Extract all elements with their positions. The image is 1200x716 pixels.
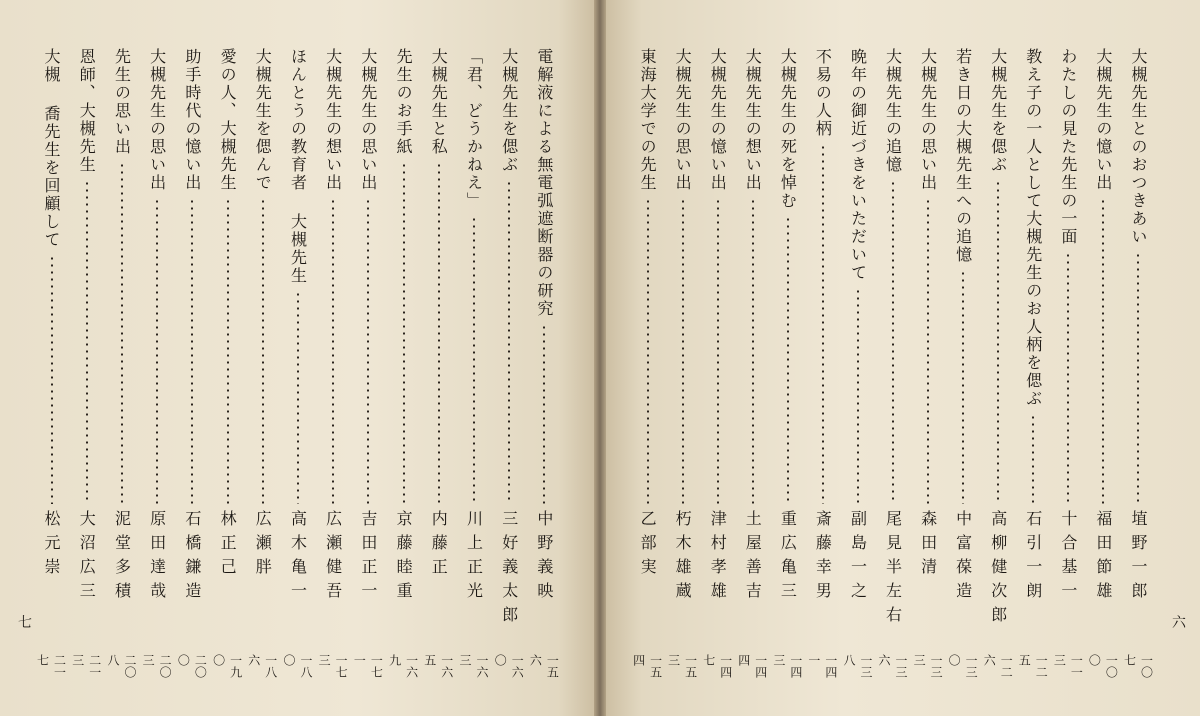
entry-author: 石橋鎌造	[182, 510, 202, 606]
dot-leader	[332, 198, 334, 504]
entry-page-number: 一一三	[1052, 654, 1084, 678]
dot-leader	[647, 198, 649, 504]
entry-author: 松元崇	[42, 510, 62, 582]
dot-leader	[822, 144, 824, 504]
entry-author: 十合基一	[1058, 510, 1078, 606]
entry-page-number: 二一三	[70, 654, 102, 678]
entry-page-number: 一四七	[701, 654, 733, 678]
entry-author: 尾見半左右	[883, 510, 903, 630]
entry-author: 斎藤幸男	[813, 510, 833, 606]
entry-page-number: 一七三	[317, 654, 349, 678]
toc-entry	[1016, 48, 1051, 688]
entry-title: 不易の人柄	[813, 48, 833, 138]
entry-author: 津村孝雄	[708, 510, 728, 606]
entry-page-number: 一〇〇	[1087, 654, 1119, 678]
entry-title: 電解液による無電弧遮断器の研究	[534, 48, 554, 318]
entry-title: 大槻先生の憶い出	[708, 48, 728, 192]
entry-author: 朽木雄蔵	[673, 510, 693, 606]
entry-title: 大槻先生とのおつきあい	[1128, 48, 1148, 246]
dot-leader	[473, 216, 475, 504]
entry-title: 大槻先生の思い出	[358, 48, 378, 192]
toc-entry	[876, 48, 911, 688]
entry-title: 「君、どうかねえ」	[464, 48, 484, 210]
entry-page-number: 一六〇	[493, 654, 525, 678]
dot-leader	[297, 291, 299, 504]
right-page	[606, 0, 1200, 716]
dot-leader	[121, 162, 123, 504]
entry-title: 大槻先生の想い出	[743, 48, 763, 192]
toc-entry	[351, 48, 386, 688]
entry-author: 吉田正一	[358, 510, 378, 606]
dot-leader	[682, 198, 684, 504]
entry-title: 先生の思い出	[112, 48, 132, 156]
left-toc-columns	[34, 48, 562, 688]
right-page-number: 六	[1172, 615, 1186, 631]
toc-entry	[665, 48, 700, 688]
entry-title: 大槻先生の死を悼む	[778, 48, 798, 210]
right-toc-columns	[630, 48, 1156, 688]
entry-title: 大槻先生の憶い出	[1093, 48, 1113, 192]
dot-leader	[962, 270, 964, 504]
left-page	[0, 0, 594, 716]
dot-leader	[191, 198, 193, 504]
dot-leader	[717, 198, 719, 504]
toc-entry	[911, 48, 946, 688]
dot-leader	[227, 198, 229, 504]
entry-title: 若き日の大槻先生への追憶	[953, 48, 973, 264]
toc-entry	[280, 48, 315, 688]
entry-author: 石引一朗	[1023, 510, 1043, 606]
entry-page-number: 一三六	[877, 654, 909, 678]
toc-entry	[34, 48, 69, 688]
entry-title: 大槻先生の思い出	[673, 48, 693, 192]
entry-page-number: 一三三	[912, 654, 944, 678]
entry-author: 中野義映	[534, 510, 554, 606]
dot-leader	[543, 324, 545, 504]
entry-author: 三好義太郎	[499, 510, 519, 630]
entry-page-number: 二〇八	[105, 654, 137, 678]
entry-author: 川上正光	[464, 510, 484, 606]
entry-title: 先生のお手紙	[394, 48, 414, 156]
entry-title: 大槻先生を偲ぶ	[499, 48, 519, 174]
dot-leader	[997, 180, 999, 504]
toc-entry	[735, 48, 770, 688]
toc-entry	[770, 48, 805, 688]
entry-author: 副島一之	[848, 510, 868, 606]
dot-leader	[367, 198, 369, 504]
toc-entry	[104, 48, 139, 688]
toc-entry	[630, 48, 665, 688]
entry-page-number: 一三〇	[947, 654, 979, 678]
entry-title: 教え子の一人として大槻先生のお人柄を偲ぶ	[1023, 48, 1043, 408]
entry-author: 高木亀一	[288, 510, 308, 606]
entry-author: 広瀬胖	[253, 510, 273, 582]
entry-page-number: 一五六	[528, 654, 560, 678]
entry-page-number: 二〇〇	[176, 654, 208, 678]
entry-page-number: 一二六	[982, 654, 1014, 678]
dot-leader	[857, 288, 859, 504]
toc-entry	[700, 48, 735, 688]
entry-author: 原田達哉	[147, 510, 167, 606]
entry-page-number: 二〇三	[141, 654, 173, 678]
entry-title: 助手時代の憶い出	[182, 48, 202, 192]
entry-title: 愛の人、大槻先生	[218, 48, 238, 192]
entry-title: 東海大学での先生	[638, 48, 658, 192]
entry-author: 乙部実	[638, 510, 658, 582]
dot-leader	[1032, 414, 1034, 504]
dot-leader	[86, 180, 88, 504]
toc-entry	[1121, 48, 1156, 688]
left-page-number: 七	[18, 615, 32, 631]
entry-author: 福田節雄	[1093, 510, 1113, 606]
dot-leader	[927, 198, 929, 504]
entry-page-number: 一二五	[1017, 654, 1049, 678]
toc-entry	[492, 48, 527, 688]
entry-page-number: 一四三	[771, 654, 803, 678]
entry-page-number: 一四一	[806, 654, 838, 678]
toc-entry	[805, 48, 840, 688]
entry-page-number: 一三八	[841, 654, 873, 678]
entry-author: 京藤睦重	[394, 510, 414, 606]
entry-page-number: 一〇七	[1122, 654, 1154, 678]
entry-page-number: 一六九	[387, 654, 419, 678]
entry-title: 晩年の御近づきをいただいて	[848, 48, 868, 282]
entry-title: 大槻先生の思い出	[147, 48, 167, 192]
dot-leader	[752, 198, 754, 504]
entry-page-number: 一八〇	[281, 654, 313, 678]
entry-author: 土屋善吉	[743, 510, 763, 606]
dot-leader	[262, 198, 264, 504]
entry-page-number: 二一七	[35, 654, 67, 678]
entry-author: 泥堂多積	[112, 510, 132, 606]
dot-leader	[787, 216, 789, 504]
dot-leader	[508, 180, 510, 504]
entry-title: 大槻先生の想い出	[323, 48, 343, 192]
entry-title: 大槻先生を偲んで	[253, 48, 273, 192]
toc-entry	[210, 48, 245, 688]
toc-entry	[946, 48, 981, 688]
dot-leader	[403, 162, 405, 504]
entry-title: わたしの見た先生の一面	[1058, 48, 1078, 246]
dot-leader	[1102, 198, 1104, 504]
toc-entry	[316, 48, 351, 688]
entry-title: ほんとうの教育者 大槻先生	[288, 48, 308, 285]
toc-entry	[245, 48, 280, 688]
dot-leader	[51, 255, 53, 504]
entry-author: 埴野一郎	[1128, 510, 1148, 606]
toc-entry	[1086, 48, 1121, 688]
toc-entry	[840, 48, 875, 688]
entry-page-number: 一八六	[246, 654, 278, 678]
entry-title: 大槻先生の追憶	[883, 48, 903, 174]
toc-entry	[1051, 48, 1086, 688]
toc-entry	[527, 48, 562, 688]
entry-author: 高柳健次郎	[988, 510, 1008, 630]
toc-entry	[456, 48, 491, 688]
toc-entry	[69, 48, 104, 688]
entry-title: 大槻先生と私	[429, 48, 449, 156]
toc-entry	[981, 48, 1016, 688]
toc-entry	[140, 48, 175, 688]
entry-page-number: 一五三	[666, 654, 698, 678]
dot-leader	[1137, 252, 1139, 504]
toc-entry	[386, 48, 421, 688]
entry-author: 森田清	[918, 510, 938, 582]
entry-title: 大槻先生の思い出	[918, 48, 938, 192]
dot-leader	[156, 198, 158, 504]
entry-page-number: 一六三	[457, 654, 489, 678]
entry-title: 恩師、大槻先生	[77, 48, 97, 174]
entry-title: 大槻 喬先生を回顧して	[42, 48, 62, 249]
toc-entry	[421, 48, 456, 688]
entry-author: 広瀬健吾	[323, 510, 343, 606]
entry-page-number: 一九〇	[211, 654, 243, 678]
entry-author: 中富葆造	[953, 510, 973, 606]
dot-leader	[438, 162, 440, 504]
toc-entry	[175, 48, 210, 688]
entry-author: 重広亀三	[778, 510, 798, 606]
entry-author: 大沼広三	[77, 510, 97, 606]
entry-title: 大槻先生を偲ぶ	[988, 48, 1008, 174]
entry-page-number: 一五四	[631, 654, 663, 678]
entry-page-number: 一六五	[422, 654, 454, 678]
entry-page-number: 一七一	[352, 654, 384, 678]
entry-author: 内藤正	[429, 510, 449, 582]
dot-leader	[1067, 252, 1069, 504]
entry-author: 林正己	[218, 510, 238, 582]
entry-page-number: 一四四	[736, 654, 768, 678]
book-gutter	[594, 0, 606, 716]
dot-leader	[892, 180, 894, 504]
